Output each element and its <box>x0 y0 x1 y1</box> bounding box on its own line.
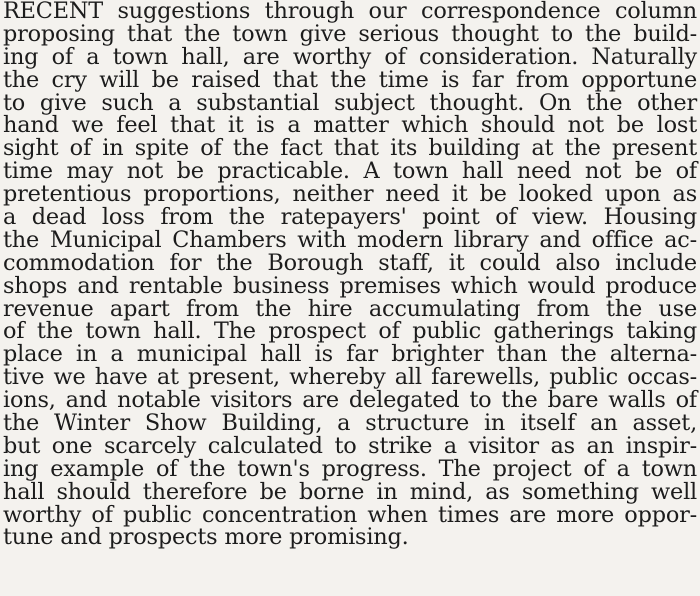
text-line: the Municipal Chambers with modern library and office ac- <box>3 226 697 253</box>
text-line: the Winter Show Building, a structure in itself an asset, <box>3 410 697 437</box>
text-line: RECENT suggestions through our correspondence column <box>3 0 697 24</box>
text-line: hall should therefore be borne in mind, as something well <box>3 478 697 505</box>
text-line: of the town hall. The prospect of public gatherings taking <box>3 318 697 345</box>
text-line: commodation for the Borough staff, it could also include <box>3 249 697 276</box>
text-line: a dead loss from the ratepayers' point of view. Housing <box>3 204 697 231</box>
text-line: sight of in spite of the fact that its building at the present <box>3 135 697 162</box>
text-line: revenue apart from the hire accumulating from the use <box>3 295 697 322</box>
text-line: proposing that the town give serious thought to the build- <box>3 20 697 47</box>
text-line: time may not be practicable. A town hall need not be of <box>3 158 697 185</box>
text-line: ing example of the town's progress. The project of a town <box>3 455 697 482</box>
text-line: shops and rentable business premises which would produce <box>3 272 697 299</box>
text-line: ions, and notable visitors are delegated to the bare walls of <box>3 387 697 414</box>
text-line: worthy of public concentration when times are more oppor- <box>3 501 697 528</box>
text-line: ing of a town hall, are worthy of consideration. Naturally <box>3 43 697 70</box>
text-line: tune and prospects more promising. <box>3 524 409 551</box>
text-line: hand we feel that it is a matter which should not be lost <box>3 112 697 139</box>
text-line: pretentious proportions, neither need it be looked upon as <box>3 181 697 208</box>
text-line: the cry will be raised that the time is far from opportune <box>3 66 697 93</box>
article-paragraph <box>3 0 697 549</box>
text-line: but one scarcely calculated to strike a visitor as an inspir- <box>3 432 697 459</box>
text-line: to give such a substantial subject thought. On the other <box>3 89 697 116</box>
text-line: tive we have at present, whereby all farewells, public occas- <box>3 364 697 391</box>
text-line: place in a municipal hall is far brighter than the alterna- <box>3 341 697 368</box>
